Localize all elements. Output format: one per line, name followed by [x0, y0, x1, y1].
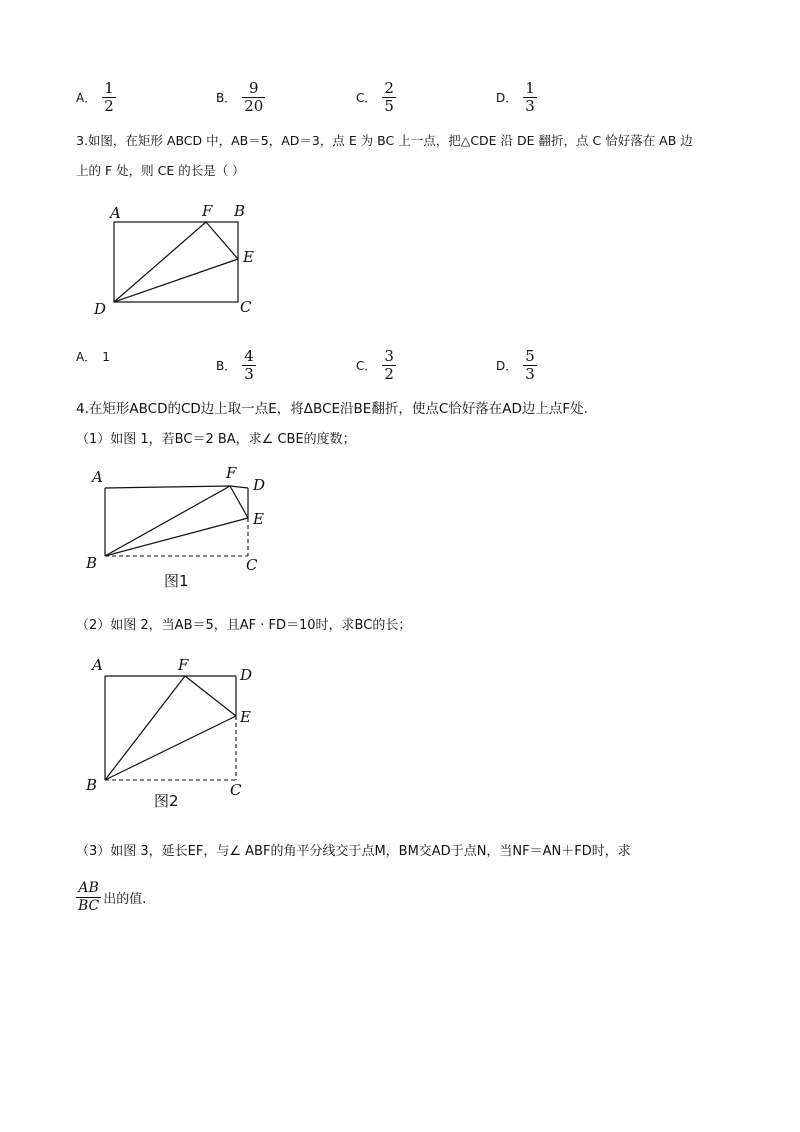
numerator: 1	[525, 79, 535, 97]
numerator: 3	[384, 347, 394, 365]
segment-fd	[230, 486, 248, 488]
fraction	[523, 348, 537, 383]
segment-fe	[230, 486, 248, 518]
q3-option-b	[216, 348, 256, 383]
q2-option-b	[216, 80, 265, 115]
denominator: BC	[78, 898, 100, 914]
label-c: C	[230, 781, 242, 799]
numerator: AB	[78, 880, 99, 896]
q2-option-c	[356, 80, 396, 115]
option-label: B．	[216, 359, 237, 373]
numerator: 5	[525, 347, 535, 365]
option-value: 1	[102, 349, 110, 364]
denominator: 3	[525, 97, 535, 115]
segment-ad	[105, 486, 230, 488]
label-a: A	[92, 656, 103, 674]
option-label: A．	[76, 350, 97, 364]
q2-option-d	[496, 80, 537, 115]
label-e: E	[240, 708, 251, 726]
q3-stem-line1: 3.如图，在矩形 ABCD 中，AB＝5，AD＝3，点 E 为 BC 上一点，把△CDE 沿 DE 翻折，点 C 恰好落在 AB 边	[76, 133, 693, 148]
q4-part1: （1）如图 1，若BC＝2 BA，求∠ CBE的度数；	[76, 432, 356, 447]
segment-bf	[105, 676, 185, 780]
numerator: 2	[384, 79, 394, 97]
label-b: B	[86, 554, 98, 572]
q3-option-c	[356, 348, 396, 383]
label-b: B	[86, 776, 98, 794]
numerator: 1	[104, 79, 114, 97]
q2-option-a	[76, 80, 116, 115]
option-label: C．	[356, 359, 377, 373]
q3-option-a	[76, 348, 110, 365]
segment-fe	[185, 676, 236, 716]
numerator: 9	[249, 79, 259, 97]
label-c: C	[240, 298, 252, 316]
q4-part3: （3）如图 3，延长EF，与∠ ABF的角平分线交于点M，BM交AD于点N，当NF＝AN＋FD时，求	[76, 844, 631, 859]
q4-stem: 4.在矩形ABCD的CD边上取一点E，将ΔBCE沿BE翻折，使点C恰好落在AD边上点F处.	[76, 401, 588, 417]
fraction-ab-bc	[76, 880, 101, 915]
q3-option-d	[496, 348, 537, 383]
fraction	[102, 80, 116, 115]
label-e: E	[243, 248, 254, 266]
label-d: D	[240, 666, 253, 684]
segment-df	[114, 222, 206, 302]
fraction	[382, 348, 396, 383]
denominator: 5	[384, 97, 394, 115]
label-b: B	[234, 202, 246, 220]
label-c: C	[246, 556, 258, 574]
q4-part3-tail	[76, 880, 146, 915]
denominator: 3	[244, 365, 254, 383]
q3-figure	[80, 196, 280, 326]
segment-be	[105, 518, 248, 556]
segment-de	[114, 259, 238, 302]
figure-caption: 图1	[164, 572, 189, 590]
denominator: 2	[104, 97, 114, 115]
denominator: 2	[384, 365, 394, 383]
denominator: 3	[525, 365, 535, 383]
denominator: 20	[244, 97, 264, 115]
fraction	[382, 80, 396, 115]
fraction	[242, 348, 256, 383]
q4-figure2	[80, 650, 280, 810]
q4-figure1	[80, 462, 280, 592]
q3-stem-line2: 上的 F 处，则 CE 的长是（ ）	[76, 163, 245, 178]
figure-caption: 图2	[154, 792, 179, 810]
fraction	[523, 80, 537, 115]
label-d: D	[253, 476, 266, 494]
label-f: F	[226, 464, 237, 482]
label-a: A	[92, 468, 103, 486]
option-label: C．	[356, 91, 377, 105]
numerator: 4	[244, 347, 254, 365]
rectangle-abcd	[114, 222, 238, 302]
option-label: D．	[496, 359, 518, 373]
tail-text: 出的值.	[103, 892, 147, 907]
option-label: D．	[496, 91, 518, 105]
label-d: D	[94, 300, 107, 318]
label-e: E	[253, 510, 264, 528]
label-a: A	[110, 204, 121, 222]
option-label: B．	[216, 91, 237, 105]
label-f: F	[178, 656, 189, 674]
label-f: F	[202, 202, 213, 220]
segment-be	[105, 716, 236, 780]
segment-bf	[105, 486, 230, 556]
segment-fe	[206, 222, 238, 259]
fraction	[242, 80, 265, 115]
q4-part2: （2）如图 2，当AB＝5，且AF · FD＝10时，求BC的长；	[76, 618, 412, 633]
option-label: A．	[76, 91, 97, 105]
